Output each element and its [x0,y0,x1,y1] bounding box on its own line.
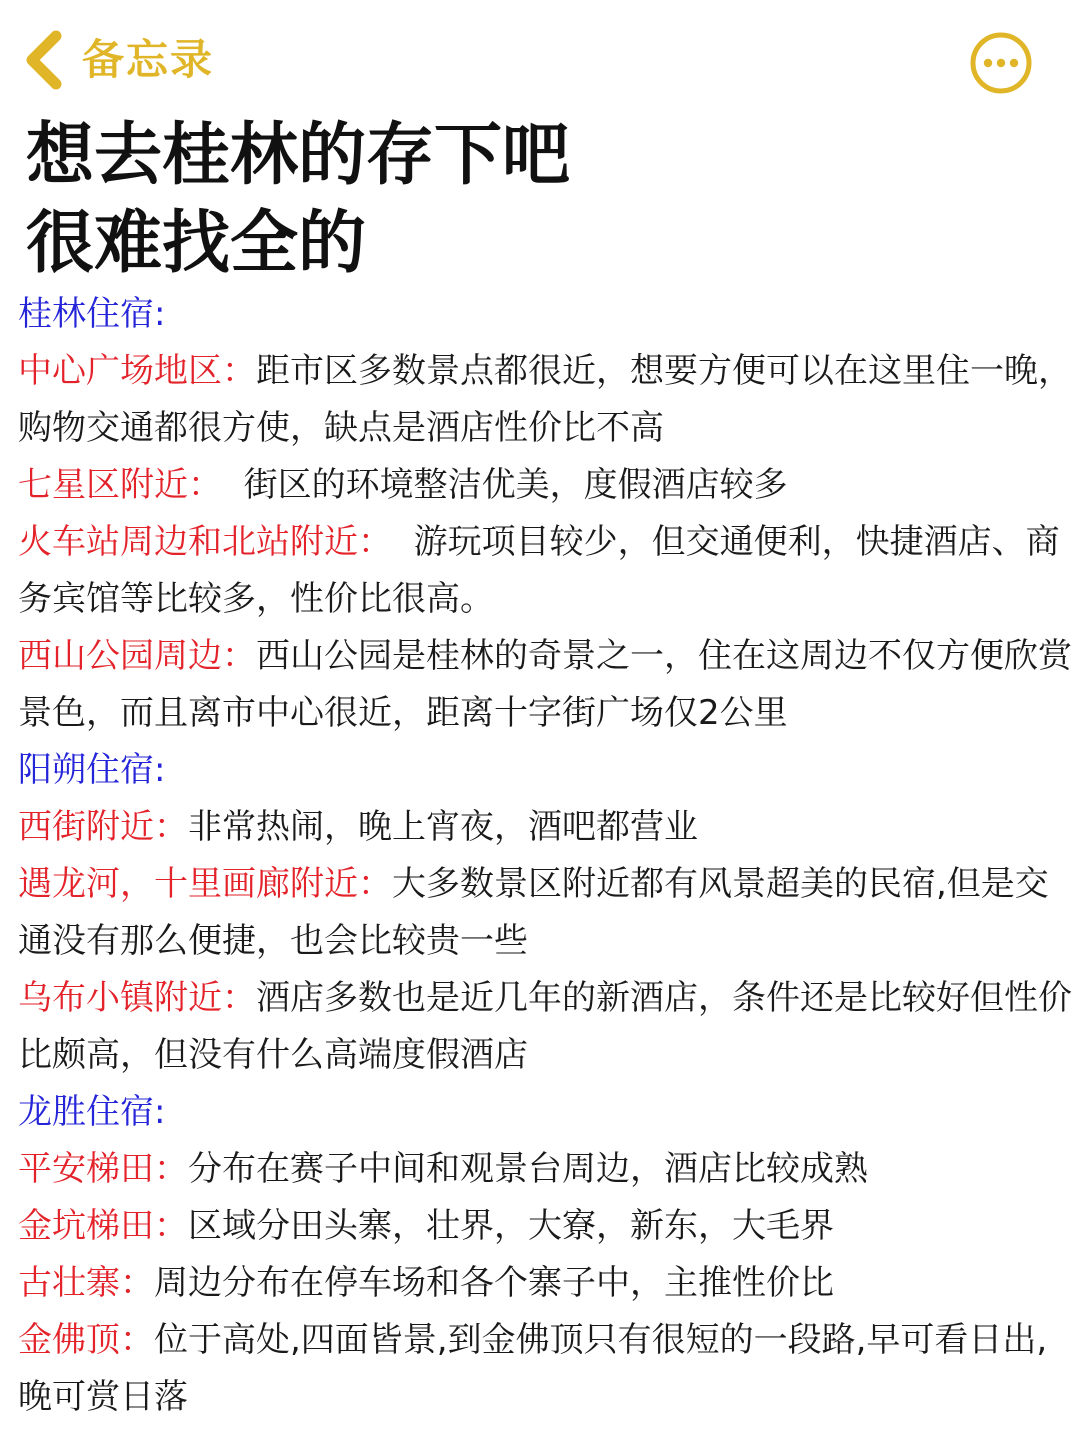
list-item [18,514,1072,628]
item-label: 中心广场地区： [18,351,256,391]
item-label: 遇龙河，十里画廊附近： [18,864,392,904]
item-label: 金佛顶： [18,1320,154,1360]
item-label: 古壮寨： [18,1263,154,1303]
item-label: 西山公园周边： [18,636,256,676]
list-item [18,628,1072,742]
item-text: 酒店多数也是近几年的新酒店，条件还是比较好但性价比颇高，但没有什么高端度假酒店 [18,978,1072,1075]
list-item [18,799,1072,856]
note-title-line-1: 想去桂林的存下吧 [26,116,571,195]
item-label: 七星区附近： [18,465,222,505]
navigation-bar [0,0,1080,110]
list-item [18,1198,1072,1255]
list-item [18,1312,1072,1426]
note-body[interactable] [18,286,1072,1426]
back-button[interactable] [20,28,214,92]
item-label: 西街附近： [18,807,188,847]
item-text: 非常热闹，晚上宵夜，酒吧都营业 [188,807,698,847]
chevron-left-icon [20,30,66,90]
list-item [18,1141,1072,1198]
list-item [18,856,1072,970]
item-text: 距市区多数景点都很近，想要方便可以在这里住一晚，购物交通都很方使，缺点是酒店性价比不高 [18,351,1072,448]
item-text: 游玩项目较少，但交通便利，快捷酒店、商务宾馆等比较多，性价比很高。 [18,522,1060,619]
list-item [18,970,1072,1084]
item-text: 周边分布在停车场和各个寨子中，主推性价比 [154,1263,834,1303]
back-label: 备忘录 [82,35,215,84]
item-label: 平安梯田： [18,1149,188,1189]
item-text: 位于高处,四面皆景,到金佛顶只有很短的一段路,早可看日出,晚可赏日落 [18,1320,1048,1417]
more-options-button[interactable] [968,30,1034,96]
item-text: 西山公园是桂林的奇景之一，住在这周边不仅方便欣赏景色，而且离市中心很近，距离十字街广场仅2公里 [18,636,1072,733]
item-label: 乌布小镇附近： [18,978,256,1018]
section-heading-yangshuo: 阳朔住宿: [18,750,166,790]
item-text: 区域分田头寨，壮界，大寮，新东，大毛界 [188,1206,834,1246]
list-item [18,343,1072,457]
section-heading-guilin: 桂林住宿: [18,294,166,334]
section-heading-longsheng: 龙胜住宿: [18,1092,166,1132]
note-title [26,112,1056,288]
item-text: 分布在赛子中间和观景台周边，酒店比较成熟 [188,1149,868,1189]
list-item [18,1255,1072,1312]
item-label: 火车站周边和北站附近： [18,522,392,562]
note-title-line-2: 很难找全的 [26,204,367,283]
item-text: 大多数景区附近都有风景超美的民宿,但是交通没有那么便捷，也会比较贵一些 [18,864,1049,961]
item-label: 金坑梯田： [18,1206,188,1246]
more-horizontal-icon [968,30,1034,96]
item-text: 街区的环境整洁优美，度假酒店较多 [222,465,788,505]
list-item [18,457,1072,514]
